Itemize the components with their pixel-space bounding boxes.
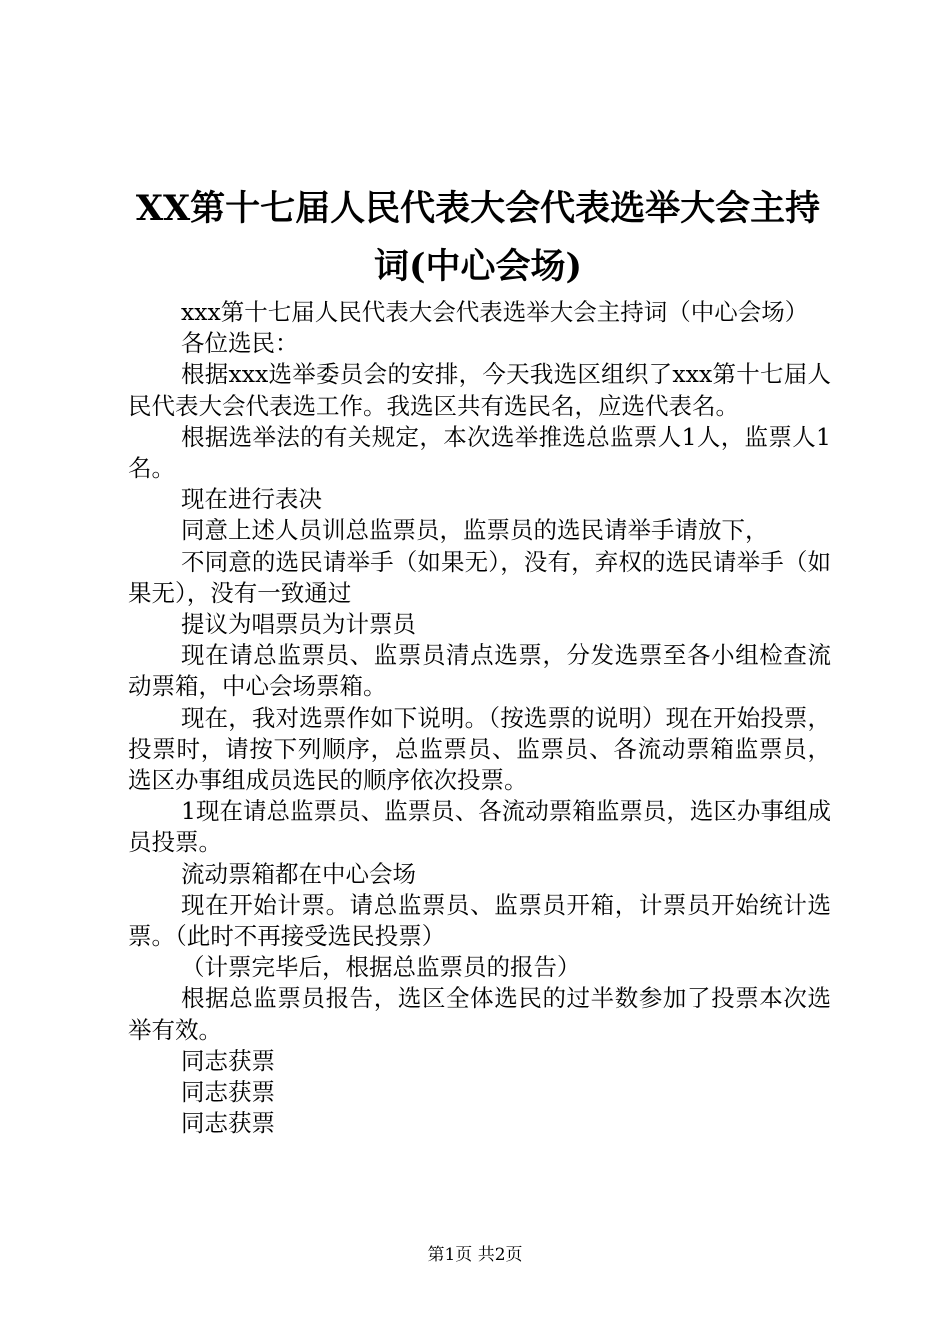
paragraph: 根据总监票员报告，选区全体选民的过半数参加了投票本次选举有效。 bbox=[128, 984, 831, 1044]
document-body bbox=[128, 297, 831, 1139]
title-line-2: 词(中心会场) bbox=[373, 246, 583, 287]
title-line-1: XX第十七届人民代表大会代表选举大会主持 bbox=[135, 188, 821, 229]
paragraph: xxx第十七届人民代表大会代表选举大会主持词（中心会场） bbox=[181, 298, 809, 326]
paragraph: 根据xxx选举委员会的安排，今天我选区组织了xxx第十七届人民代表大会代表选工作。我选区共有选民名，应选代表名。 bbox=[128, 360, 831, 420]
paragraph: 流动票箱都在中心会场 bbox=[181, 859, 416, 888]
paragraph: 1现在请总监票员、监票员、各流动票箱监票员，选区办事组成员投票。 bbox=[128, 797, 831, 857]
paragraph: 现在进行表决 bbox=[181, 485, 322, 514]
paragraph: 根据选举法的有关规定，本次选举推选总监票人1人，监票人1名。 bbox=[128, 422, 831, 483]
page-footer bbox=[0, 1243, 950, 1267]
paragraph: 同志获票 bbox=[181, 1046, 275, 1075]
paragraph: 现在，我对选票作如下说明。（按选票的说明）现在开始投票，投票时，请按下列顺序，总监票员、监票员、各流动票箱监票员，选区办事组成员选民的顺序依次投票。 bbox=[128, 703, 831, 795]
page-number: 第1页 共2页 bbox=[427, 1245, 523, 1265]
paragraph: 同意上述人员训总监票员，监票员的选民请举手请放下， bbox=[181, 516, 769, 545]
paragraph: （计票完毕后，根据总监票员的报告） bbox=[181, 953, 581, 982]
paragraph: 不同意的选民请举手（如果无），没有，弃权的选民请举手（如果无），没有一致通过 bbox=[128, 547, 831, 607]
paragraph: 各位选民： bbox=[181, 329, 299, 358]
paragraph: 同志获票 bbox=[181, 1078, 275, 1107]
paragraph: 现在请总监票员、监票员清点选票，分发选票至各小组检查流动票箱，中心会场票箱。 bbox=[128, 641, 831, 701]
paragraph: 提议为唱票员为计票员 bbox=[181, 610, 416, 639]
document-title bbox=[128, 180, 828, 296]
paragraph: 现在开始计票。请总监票员、监票员开箱，计票员开始统计选票。（此时不再接受选民投票） bbox=[128, 890, 831, 951]
paragraph: 同志获票 bbox=[181, 1109, 275, 1138]
